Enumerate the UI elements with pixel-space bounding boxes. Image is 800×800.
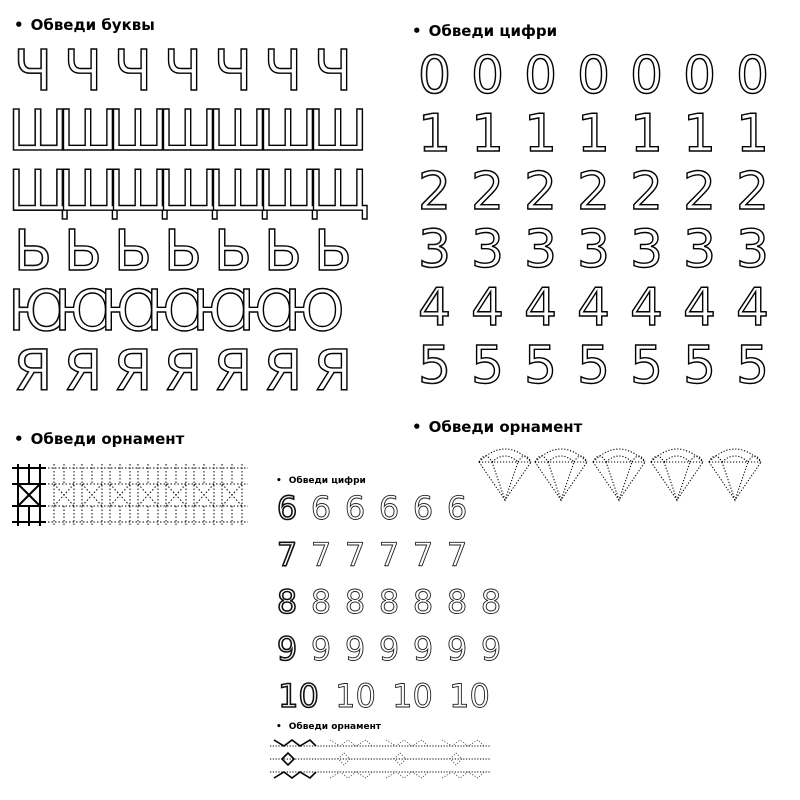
trace-glyph: 0 — [523, 46, 558, 106]
digits-title-text: Обведи цифри — [428, 22, 558, 40]
trace-glyph: 5 — [682, 336, 717, 396]
trace-glyph: 0 — [629, 46, 664, 106]
trace-glyph: Щ — [308, 159, 370, 224]
trace-glyph: 3 — [682, 220, 717, 280]
ornament-dotted-cell — [194, 464, 214, 526]
trace-glyph: Щ — [58, 159, 120, 224]
ornament-left-pattern — [10, 462, 250, 528]
trace-row — [408, 46, 779, 106]
trace-glyph: Ч — [263, 39, 303, 104]
trace-row — [8, 279, 345, 344]
trace-glyph: Щ — [208, 159, 270, 224]
trace-row — [8, 219, 358, 284]
trace-glyph: 9 — [480, 630, 502, 668]
ornament-right-diamonds — [505, 440, 795, 504]
trace-glyph: Я — [263, 339, 303, 404]
trace-glyph: 6 — [378, 489, 400, 527]
trace-glyph: 4 — [523, 278, 558, 338]
ornament-bottom-rails — [270, 746, 490, 772]
ornament-left-solid-cell — [12, 464, 46, 526]
trace-glyph: Щ — [158, 159, 220, 224]
trace-glyph: Ь — [213, 219, 253, 284]
ornament-left-title — [14, 430, 184, 448]
digits-bottom-grid — [270, 489, 502, 722]
digits-section-title — [412, 22, 557, 40]
trace-glyph: 6 — [412, 489, 434, 527]
trace-glyph: Ю — [54, 279, 115, 344]
trace-glyph: 7 — [344, 536, 366, 574]
digits-top-grid — [408, 46, 778, 410]
ornament-dotted-cell — [110, 464, 130, 526]
model-glyph: 5 — [417, 336, 452, 396]
trace-row — [270, 677, 498, 715]
trace-glyph: 1 — [523, 104, 558, 164]
trace-row — [270, 583, 508, 621]
trace-glyph: Ю — [192, 279, 253, 344]
trace-glyph: 2 — [682, 162, 717, 222]
letters-grid — [8, 39, 370, 414]
trace-glyph: 3 — [523, 220, 558, 280]
model-glyph: 0 — [417, 46, 452, 106]
trace-glyph: Ш — [158, 99, 218, 164]
trace-glyph: 2 — [629, 162, 664, 222]
trace-glyph: 9 — [378, 630, 400, 668]
trace-row — [408, 336, 779, 396]
model-glyph: 9 — [276, 630, 298, 668]
trace-glyph: 0 — [576, 46, 611, 106]
trace-glyph: 3 — [470, 220, 505, 280]
model-glyph: 7 — [276, 536, 298, 574]
trace-glyph: Ч — [163, 39, 203, 104]
ornament-right-title-text: Обведи орнамент — [428, 418, 583, 436]
trace-glyph: Я — [213, 339, 253, 404]
trace-glyph: 1 — [629, 104, 664, 164]
bullet-icon: • — [14, 430, 24, 448]
trace-glyph: Ч — [213, 39, 253, 104]
trace-glyph: 5 — [735, 336, 770, 396]
trace-glyph: 9 — [446, 630, 468, 668]
model-glyph: 4 — [417, 278, 452, 338]
ornament-bottom-title-text: Обведи орнамент — [288, 722, 382, 732]
trace-glyph: 1 — [682, 104, 717, 164]
trace-glyph: 6 — [446, 489, 468, 527]
trace-glyph: 3 — [629, 220, 664, 280]
model-glyph: Я — [13, 339, 53, 404]
ornament-dotted-cell — [138, 464, 158, 526]
ornament-left-dotted-cells — [48, 464, 248, 526]
trace-glyph: 1 — [576, 104, 611, 164]
trace-glyph: 5 — [470, 336, 505, 396]
bullet-icon: • — [14, 16, 24, 34]
trace-glyph: Ч — [63, 39, 103, 104]
trace-glyph: 8 — [310, 583, 332, 621]
trace-glyph: Ш — [108, 99, 168, 164]
ornament-dotted-cell — [54, 464, 74, 526]
trace-row — [408, 220, 779, 280]
trace-glyph: 5 — [523, 336, 558, 396]
letters-title-text: Обведи буквы — [30, 16, 155, 34]
diamond-shape — [593, 449, 645, 500]
trace-row — [8, 99, 368, 164]
trace-row — [270, 630, 508, 668]
trace-glyph: Ю — [238, 279, 299, 344]
trace-glyph: Ч — [313, 39, 353, 104]
trace-row — [8, 159, 370, 224]
digits-bottom-title-text: Обведи цифри — [288, 476, 366, 486]
trace-glyph: Я — [113, 339, 153, 404]
trace-glyph: 7 — [310, 536, 332, 574]
trace-glyph: Ь — [263, 219, 303, 284]
trace-glyph: 9 — [310, 630, 332, 668]
trace-glyph: 0 — [682, 46, 717, 106]
digits-bottom-title — [276, 476, 366, 486]
trace-glyph: 5 — [629, 336, 664, 396]
trace-glyph: 0 — [735, 46, 770, 106]
trace-glyph: 8 — [412, 583, 434, 621]
ornament-bottom-pattern — [270, 738, 495, 780]
trace-glyph: Я — [63, 339, 103, 404]
trace-glyph: 4 — [629, 278, 664, 338]
ornament-right-title — [412, 418, 582, 436]
trace-glyph: Ш — [208, 99, 268, 164]
trace-glyph: 8 — [446, 583, 468, 621]
trace-glyph: Ю — [146, 279, 207, 344]
model-glyph: 3 — [417, 220, 452, 280]
trace-row — [270, 489, 474, 527]
trace-glyph: Ш — [308, 99, 368, 164]
model-glyph: 2 — [417, 162, 452, 222]
trace-glyph: Ю — [284, 279, 345, 344]
diamond-shape — [651, 449, 703, 500]
trace-glyph: 0 — [470, 46, 505, 106]
model-glyph: Ь — [13, 219, 53, 284]
trace-glyph: Щ — [258, 159, 320, 224]
diamond-shape — [709, 449, 761, 500]
letters-section-title — [14, 16, 155, 34]
trace-row — [270, 536, 474, 574]
model-glyph: Щ — [8, 159, 70, 224]
trace-glyph: 6 — [344, 489, 366, 527]
trace-glyph: Ш — [58, 99, 118, 164]
ornament-dotted-cell — [82, 464, 102, 526]
ornament-left-title-text: Обведи орнамент — [30, 430, 185, 448]
trace-glyph: 9 — [412, 630, 434, 668]
trace-glyph: Ь — [63, 219, 103, 284]
model-glyph: Ш — [8, 99, 68, 164]
trace-glyph: 10 — [392, 677, 433, 715]
trace-row — [408, 104, 779, 164]
model-glyph: 1 — [417, 104, 452, 164]
trace-row — [8, 339, 358, 404]
trace-glyph: Ч — [113, 39, 153, 104]
trace-glyph: 7 — [378, 536, 400, 574]
trace-row — [408, 278, 779, 338]
trace-glyph: 4 — [682, 278, 717, 338]
trace-glyph: Щ — [108, 159, 170, 224]
trace-glyph: 3 — [735, 220, 770, 280]
model-glyph: Ч — [13, 39, 53, 104]
trace-glyph: 2 — [735, 162, 770, 222]
ornament-dotted-cell — [166, 464, 186, 526]
model-glyph: 8 — [276, 583, 298, 621]
trace-glyph: 2 — [470, 162, 505, 222]
ornament-dotted-cell — [222, 464, 242, 526]
trace-glyph: Ь — [313, 219, 353, 284]
trace-glyph: 8 — [480, 583, 502, 621]
bullet-icon: • — [412, 418, 422, 436]
trace-glyph: Ш — [258, 99, 318, 164]
trace-glyph: 10 — [449, 677, 490, 715]
trace-glyph: 8 — [344, 583, 366, 621]
trace-glyph: 7 — [446, 536, 468, 574]
trace-glyph: 3 — [576, 220, 611, 280]
trace-glyph: 2 — [576, 162, 611, 222]
bullet-icon: • — [276, 476, 282, 486]
trace-glyph: 2 — [523, 162, 558, 222]
trace-row — [408, 162, 779, 222]
trace-glyph: Я — [163, 339, 203, 404]
trace-glyph: 7 — [412, 536, 434, 574]
trace-glyph: 6 — [310, 489, 332, 527]
trace-row — [8, 39, 358, 104]
trace-glyph: 10 — [335, 677, 376, 715]
bullet-icon: • — [412, 22, 422, 40]
trace-glyph: 1 — [470, 104, 505, 164]
trace-glyph: 5 — [576, 336, 611, 396]
trace-glyph: Ь — [113, 219, 153, 284]
trace-glyph: Ю — [100, 279, 161, 344]
model-glyph: Ю — [8, 279, 69, 344]
model-glyph: 10 — [278, 677, 319, 715]
bullet-icon: • — [276, 722, 282, 732]
trace-glyph: 9 — [344, 630, 366, 668]
trace-glyph: Ь — [163, 219, 203, 284]
trace-glyph: 8 — [378, 583, 400, 621]
trace-glyph: 4 — [576, 278, 611, 338]
diamond-shape — [535, 449, 587, 500]
ornament-bottom-title — [276, 722, 381, 732]
model-glyph: 6 — [276, 489, 298, 527]
trace-glyph: 1 — [735, 104, 770, 164]
trace-glyph: 4 — [735, 278, 770, 338]
trace-glyph: Я — [313, 339, 353, 404]
trace-glyph: 4 — [470, 278, 505, 338]
